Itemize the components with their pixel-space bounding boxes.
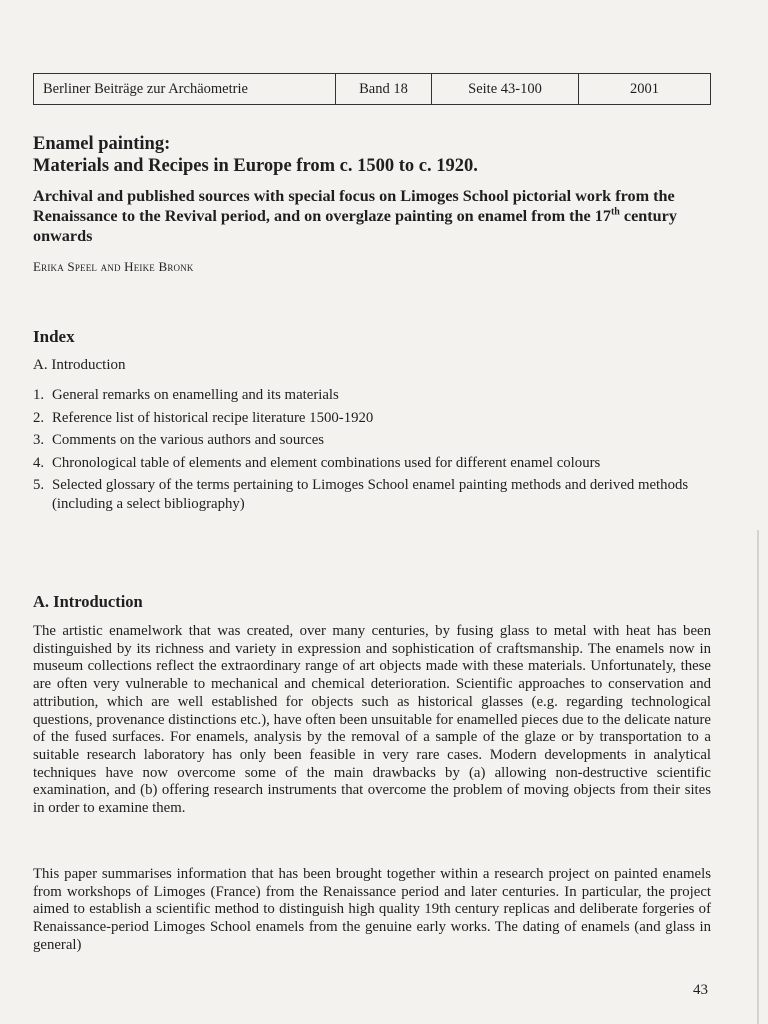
subtitle-text: Archival and published sources with special focus on Limoges School pictorial work from the Renaissance to the Revival period, and on overglaze painting on enamel from the 17 <box>33 187 675 225</box>
subtitle-text-end: century onwards <box>33 207 677 245</box>
paper-subtitle <box>33 186 733 246</box>
index-item-number: 1. <box>33 387 45 403</box>
section-heading-introduction: A. Introduction <box>33 592 143 611</box>
title-line-1: Enamel painting: <box>33 134 171 154</box>
index-item-text: Chronological table of elements and element combinations used for different enamel colours <box>52 454 601 471</box>
year: 2001 <box>630 80 659 97</box>
index-heading: Index <box>33 327 75 346</box>
index-item-number: 2. <box>33 409 45 426</box>
index-item <box>33 476 713 513</box>
index-item <box>33 454 713 473</box>
scan-edge-shadow <box>757 530 759 1024</box>
index-item <box>33 386 713 405</box>
index-item-text: General remarks on enamelling and its materials <box>52 387 339 403</box>
index-item-text: Selected glossary of the terms pertaining to Limoges School enamel painting methods and derived methods (including a select bibliography) <box>52 477 689 512</box>
index-item-text: Comments on the various authors and sources <box>52 432 325 448</box>
index-item-number: 3. <box>33 432 45 448</box>
index-item-number: 4. <box>33 454 45 471</box>
volume: Band 18 <box>336 74 432 104</box>
page-range: Seite 43-100 <box>432 74 579 104</box>
paper-title <box>33 133 733 177</box>
authors: Erika Speel and Heike Bronk <box>33 259 194 274</box>
index-item <box>33 431 713 450</box>
intro-paragraph-1: The artistic enamelwork that was created, over many centuries, by fusing glass to metal with heat has been distinguished by its richness and variety in expression and sophistication of craftsmanship. The enamels now in museum collections reflect the extraordinary range of art objects made with these materials. Unfortunately, these are often very vulnerable to mechanical and chemical deterioration. Scientific approaches to conservation and attribution, which are well established for objects such as historical glasses (e.g. regarding technological questions, provenance distinctions etc.), have often been unsuitable for enamelled pieces due to the delicate nature of the fused surfaces. For enamels, analysis by the removal of a sample of the glaze or by transportation to a suitable research laboratory has only been feasible in very rare cases. Modern developments in analytical techniques have now overcome some of the main drawbacks by (a) allowing non-destructive scientific examination, and (b) offering research instruments that overcome the problem of moving objects from their sites in order to examine them. <box>33 623 711 817</box>
intro-paragraph-2: This paper summarises information that has been brought together within a research project on painted enamels from workshops of Limoges (France) from the Renaissance period and later centuries. In particular, the project aimed to establish a scientific method to distinguish high quality 19th century replicas and deliberate forgeries of Renaissance-period Limoges School enamels from the genuine early works. The dating of enamels (and glass in general) <box>33 866 711 953</box>
header-table <box>33 73 711 105</box>
title-line-2: Materials and Recipes in Europe from c. 1500 to c. 1920. <box>33 156 478 176</box>
journal-name: Berliner Beiträge zur Archäometrie <box>34 74 336 104</box>
index-list <box>33 386 713 517</box>
index-item-text: Reference list of historical recipe literature 1500-1920 <box>52 409 374 426</box>
index-item <box>33 409 713 428</box>
index-item-number: 5. <box>33 477 45 493</box>
subtitle-superscript: th <box>610 206 620 218</box>
index-intro-item: A. Introduction <box>33 357 126 373</box>
page-number: 43 <box>693 982 708 998</box>
